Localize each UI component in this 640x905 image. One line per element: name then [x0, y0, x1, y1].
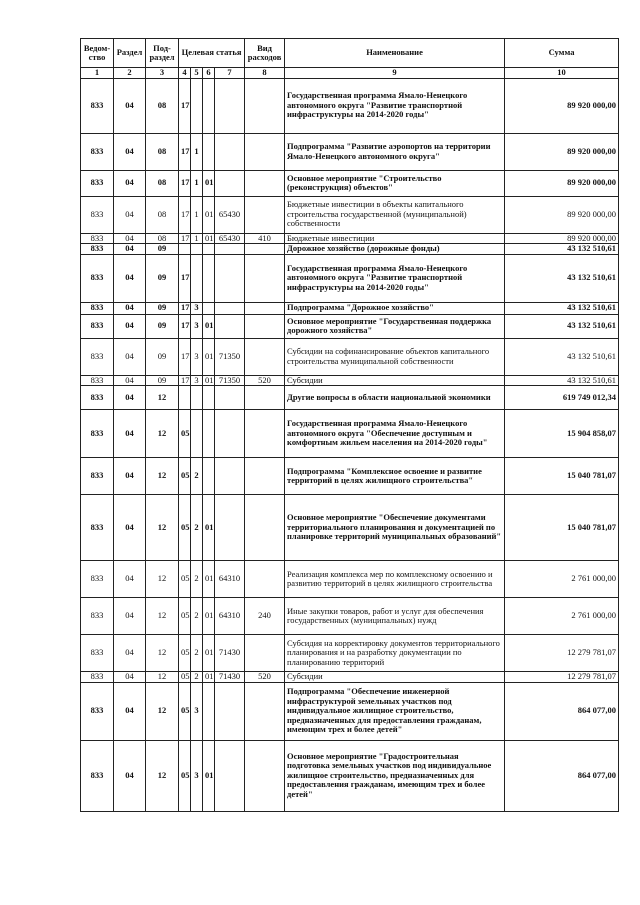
- cell-celevaya-3: [203, 410, 215, 458]
- cell-razdel: 04: [114, 133, 146, 170]
- cell-celevaya-1: 05: [179, 495, 191, 561]
- cell-celevaya-2: [191, 254, 203, 302]
- cell-razdel: 04: [114, 244, 146, 255]
- cell-razdel: 04: [114, 561, 146, 598]
- cell-podrazdel: 08: [146, 78, 179, 133]
- cell-celevaya-2: 3: [191, 314, 203, 338]
- cell-summa: 43 132 510,61: [505, 244, 619, 255]
- cell-summa: 864 077,00: [505, 740, 619, 811]
- cell-celevaya-1: 05: [179, 682, 191, 740]
- cell-celevaya-4: [215, 254, 245, 302]
- cell-naimenovanie: Субсидии: [285, 672, 505, 683]
- cell-summa: 89 920 000,00: [505, 233, 619, 244]
- cell-celevaya-1: [179, 386, 191, 410]
- cell-podrazdel: 12: [146, 682, 179, 740]
- cell-vedomstvo: 833: [81, 635, 114, 672]
- cell-naimenovanie: Подпрограмма "Обеспечение инженерной инфраструктурой земельных участков под индивидуальное жилищное строительство, предназначенных для предоставления гражданам, имеющим трех и более детей": [285, 682, 505, 740]
- header-razdel: Раздел: [114, 39, 146, 68]
- cell-razdel: 04: [114, 375, 146, 386]
- cell-podrazdel: 12: [146, 635, 179, 672]
- cell-celevaya-4: 71350: [215, 338, 245, 375]
- cell-razdel: 04: [114, 635, 146, 672]
- header-celevaya-statya: Целевая статья: [179, 39, 245, 68]
- cell-summa: 12 279 781,07: [505, 635, 619, 672]
- cell-razdel: 04: [114, 682, 146, 740]
- cell-naimenovanie: Бюджетные инвестиции: [285, 233, 505, 244]
- cell-vid-rashodov: [245, 314, 285, 338]
- cell-celevaya-4: [215, 78, 245, 133]
- cell-celevaya-2: [191, 386, 203, 410]
- cell-naimenovanie: Иные закупки товаров, работ и услуг для обеспечения государственных (муниципальных) нужд: [285, 598, 505, 635]
- cell-summa: 89 920 000,00: [505, 170, 619, 196]
- cell-celevaya-2: [191, 244, 203, 255]
- cell-celevaya-1: 17: [179, 314, 191, 338]
- table-row: [81, 302, 619, 314]
- header-podrazdel: Под- раздел: [146, 39, 179, 68]
- cell-summa: 43 132 510,61: [505, 314, 619, 338]
- cell-celevaya-1: 17: [179, 302, 191, 314]
- cell-celevaya-2: 3: [191, 740, 203, 811]
- cell-vid-rashodov: [245, 196, 285, 233]
- cell-vedomstvo: 833: [81, 386, 114, 410]
- cell-vedomstvo: 833: [81, 254, 114, 302]
- cell-podrazdel: 09: [146, 338, 179, 375]
- cell-naimenovanie: Основное мероприятие "Обеспечение документами территориального планирования и документацией по планировке территорий муниципальных образований": [285, 495, 505, 561]
- cell-naimenovanie: Подпрограмма "Комплексное освоение и развитие территорий в целях жилищного строительства": [285, 458, 505, 495]
- cell-vedomstvo: 833: [81, 375, 114, 386]
- cell-vedomstvo: 833: [81, 338, 114, 375]
- cell-celevaya-3: [203, 78, 215, 133]
- table-row: [81, 458, 619, 495]
- cell-vid-rashodov: [245, 410, 285, 458]
- cell-celevaya-1: 05: [179, 635, 191, 672]
- cell-celevaya-1: 17: [179, 78, 191, 133]
- cell-celevaya-2: 3: [191, 682, 203, 740]
- cell-podrazdel: 12: [146, 495, 179, 561]
- cell-naimenovanie: Государственная программа Ямало-Ненецкого автономного округа "Развитие транспортной инфраструктуры на 2014-2020 годы": [285, 254, 505, 302]
- cell-celevaya-4: [215, 740, 245, 811]
- cell-razdel: 04: [114, 196, 146, 233]
- cell-celevaya-4: [215, 244, 245, 255]
- cell-podrazdel: 08: [146, 196, 179, 233]
- table-row: [81, 78, 619, 133]
- col-number: 4: [179, 68, 191, 79]
- cell-celevaya-1: 17: [179, 170, 191, 196]
- cell-vedomstvo: 833: [81, 233, 114, 244]
- cell-vid-rashodov: [245, 302, 285, 314]
- cell-celevaya-3: 01: [203, 196, 215, 233]
- cell-vid-rashodov: [245, 254, 285, 302]
- table-row: [81, 386, 619, 410]
- cell-vid-rashodov: [245, 244, 285, 255]
- cell-celevaya-4: [215, 314, 245, 338]
- cell-celevaya-2: 3: [191, 338, 203, 375]
- cell-celevaya-1: 17: [179, 375, 191, 386]
- cell-celevaya-2: 2: [191, 672, 203, 683]
- cell-celevaya-1: 05: [179, 672, 191, 683]
- cell-celevaya-2: 1: [191, 196, 203, 233]
- cell-naimenovanie: Бюджетные инвестиции в объекты капитального строительства государственной (муниципальной) собственности: [285, 196, 505, 233]
- cell-vid-rashodov: [245, 635, 285, 672]
- cell-celevaya-4: [215, 133, 245, 170]
- cell-celevaya-1: 05: [179, 740, 191, 811]
- cell-summa: 15 040 781,07: [505, 495, 619, 561]
- col-number: 10: [505, 68, 619, 79]
- cell-podrazdel: 12: [146, 598, 179, 635]
- cell-celevaya-2: 1: [191, 170, 203, 196]
- cell-vedomstvo: 833: [81, 458, 114, 495]
- cell-vid-rashodov: [245, 386, 285, 410]
- cell-celevaya-2: 1: [191, 233, 203, 244]
- cell-summa: 15 904 858,07: [505, 410, 619, 458]
- cell-celevaya-2: 2: [191, 635, 203, 672]
- cell-vid-rashodov: [245, 458, 285, 495]
- cell-celevaya-1: 17: [179, 254, 191, 302]
- cell-summa: 619 749 012,34: [505, 386, 619, 410]
- cell-vid-rashodov: [245, 561, 285, 598]
- cell-celevaya-4: 71430: [215, 672, 245, 683]
- cell-podrazdel: 12: [146, 740, 179, 811]
- cell-celevaya-1: 05: [179, 598, 191, 635]
- cell-vedomstvo: 833: [81, 598, 114, 635]
- cell-razdel: 04: [114, 495, 146, 561]
- cell-summa: 43 132 510,61: [505, 338, 619, 375]
- cell-summa: 864 077,00: [505, 682, 619, 740]
- table-row: [81, 314, 619, 338]
- cell-summa: 89 920 000,00: [505, 78, 619, 133]
- cell-vid-rashodov: [245, 682, 285, 740]
- cell-celevaya-4: [215, 495, 245, 561]
- cell-celevaya-3: 01: [203, 170, 215, 196]
- cell-summa: 89 920 000,00: [505, 196, 619, 233]
- cell-celevaya-4: 65430: [215, 196, 245, 233]
- cell-podrazdel: 12: [146, 672, 179, 683]
- cell-razdel: 04: [114, 254, 146, 302]
- cell-celevaya-2: 3: [191, 302, 203, 314]
- cell-podrazdel: 12: [146, 386, 179, 410]
- cell-celevaya-4: [215, 682, 245, 740]
- cell-celevaya-3: [203, 254, 215, 302]
- cell-podrazdel: 09: [146, 375, 179, 386]
- cell-celevaya-1: 17: [179, 338, 191, 375]
- cell-celevaya-1: 17: [179, 233, 191, 244]
- cell-podrazdel: 08: [146, 170, 179, 196]
- cell-celevaya-4: [215, 410, 245, 458]
- cell-vedomstvo: 833: [81, 133, 114, 170]
- cell-celevaya-3: 01: [203, 672, 215, 683]
- cell-celevaya-3: 01: [203, 314, 215, 338]
- cell-vedomstvo: 833: [81, 196, 114, 233]
- cell-celevaya-2: 3: [191, 375, 203, 386]
- cell-naimenovanie: Субсидия на корректировку документов территориального планирования и на разработку документации по планированию территорий: [285, 635, 505, 672]
- col-number: 8: [245, 68, 285, 79]
- cell-razdel: 04: [114, 338, 146, 375]
- cell-naimenovanie: Подпрограмма "Развитие аэропортов на территории Ямало-Ненецкого автономного округа": [285, 133, 505, 170]
- cell-vid-rashodov: [245, 495, 285, 561]
- cell-celevaya-1: [179, 244, 191, 255]
- col-number: 9: [285, 68, 505, 79]
- table-row: [81, 233, 619, 244]
- table-row: [81, 495, 619, 561]
- cell-naimenovanie: Государственная программа Ямало-Ненецкого автономного округа "Обеспечение доступным и комфортным жильем населения на 2014-2020 годы": [285, 410, 505, 458]
- header-row: [81, 39, 619, 68]
- cell-summa: 2 761 000,00: [505, 561, 619, 598]
- cell-naimenovanie: Государственная программа Ямало-Ненецкого автономного округа "Развитие транспортной инфраструктуры на 2014-2020 годы": [285, 78, 505, 133]
- cell-summa: 43 132 510,61: [505, 375, 619, 386]
- cell-celevaya-4: 71350: [215, 375, 245, 386]
- cell-naimenovanie: Субсидии на софинансирование объектов капитального строительства муниципальной собственности: [285, 338, 505, 375]
- table-row: [81, 196, 619, 233]
- col-number: 6: [203, 68, 215, 79]
- cell-vid-rashodov: 410: [245, 233, 285, 244]
- cell-naimenovanie: Основное мероприятие "Строительство (реконструкция) объектов": [285, 170, 505, 196]
- cell-celevaya-3: 01: [203, 233, 215, 244]
- cell-vedomstvo: 833: [81, 314, 114, 338]
- cell-vedomstvo: 833: [81, 244, 114, 255]
- cell-razdel: 04: [114, 78, 146, 133]
- table-row: [81, 561, 619, 598]
- cell-vid-rashodov: 520: [245, 375, 285, 386]
- cell-podrazdel: 08: [146, 233, 179, 244]
- cell-summa: 43 132 510,61: [505, 254, 619, 302]
- cell-vedomstvo: 833: [81, 672, 114, 683]
- table-row: [81, 375, 619, 386]
- cell-podrazdel: 09: [146, 314, 179, 338]
- cell-naimenovanie: Основное мероприятие "Государственная поддержка дорожного хозяйства": [285, 314, 505, 338]
- cell-razdel: 04: [114, 410, 146, 458]
- col-number: 7: [215, 68, 245, 79]
- cell-vid-rashodov: 520: [245, 672, 285, 683]
- cell-vid-rashodov: [245, 170, 285, 196]
- cell-celevaya-3: [203, 386, 215, 410]
- cell-celevaya-3: 01: [203, 495, 215, 561]
- cell-celevaya-3: [203, 244, 215, 255]
- cell-celevaya-3: 01: [203, 740, 215, 811]
- cell-celevaya-3: [203, 133, 215, 170]
- table-row: [81, 254, 619, 302]
- cell-celevaya-3: 01: [203, 598, 215, 635]
- cell-summa: 89 920 000,00: [505, 133, 619, 170]
- cell-celevaya-1: 05: [179, 458, 191, 495]
- cell-celevaya-1: 17: [179, 196, 191, 233]
- cell-razdel: 04: [114, 458, 146, 495]
- cell-razdel: 04: [114, 598, 146, 635]
- cell-razdel: 04: [114, 740, 146, 811]
- cell-celevaya-4: [215, 302, 245, 314]
- cell-vedomstvo: 833: [81, 740, 114, 811]
- cell-vedomstvo: 833: [81, 495, 114, 561]
- cell-podrazdel: 09: [146, 254, 179, 302]
- cell-celevaya-4: 71430: [215, 635, 245, 672]
- cell-celevaya-3: [203, 682, 215, 740]
- cell-celevaya-2: 2: [191, 458, 203, 495]
- cell-summa: 15 040 781,07: [505, 458, 619, 495]
- cell-celevaya-1: 05: [179, 410, 191, 458]
- cell-vedomstvo: 833: [81, 170, 114, 196]
- cell-podrazdel: 12: [146, 410, 179, 458]
- cell-podrazdel: 12: [146, 458, 179, 495]
- table-row: [81, 410, 619, 458]
- cell-celevaya-1: 05: [179, 561, 191, 598]
- cell-podrazdel: 08: [146, 133, 179, 170]
- cell-naimenovanie: Реализация комплекса мер по комплексному освоению и развитию территорий в целях жилищного строительства: [285, 561, 505, 598]
- cell-celevaya-4: [215, 170, 245, 196]
- cell-celevaya-3: 01: [203, 338, 215, 375]
- cell-razdel: 04: [114, 170, 146, 196]
- table-row: [81, 672, 619, 683]
- cell-podrazdel: 12: [146, 561, 179, 598]
- cell-celevaya-3: 01: [203, 375, 215, 386]
- cell-vid-rashodov: [245, 338, 285, 375]
- cell-celevaya-4: 64310: [215, 561, 245, 598]
- cell-celevaya-2: 2: [191, 495, 203, 561]
- cell-vedomstvo: 833: [81, 410, 114, 458]
- cell-celevaya-4: [215, 386, 245, 410]
- cell-naimenovanie: Основное мероприятие "Градостроительная подготовка земельных участков под индивидуальное жилищное строительство, предназначенных для предоставления гражданам, имеющим трех и более детей": [285, 740, 505, 811]
- col-number: 5: [191, 68, 203, 79]
- cell-celevaya-4: 64310: [215, 598, 245, 635]
- cell-naimenovanie: Другие вопросы в области национальной экономики: [285, 386, 505, 410]
- cell-summa: 12 279 781,07: [505, 672, 619, 683]
- cell-naimenovanie: Подпрограмма "Дорожное хозяйство": [285, 302, 505, 314]
- cell-celevaya-4: 65430: [215, 233, 245, 244]
- cell-celevaya-3: 01: [203, 635, 215, 672]
- table-row: [81, 635, 619, 672]
- cell-celevaya-2: 2: [191, 561, 203, 598]
- cell-razdel: 04: [114, 386, 146, 410]
- table-row: [81, 598, 619, 635]
- cell-podrazdel: 09: [146, 302, 179, 314]
- header-summa: Сумма: [505, 39, 619, 68]
- header-vid-rashodov: Вид расходов: [245, 39, 285, 68]
- cell-vid-rashodov: 240: [245, 598, 285, 635]
- cell-vedomstvo: 833: [81, 302, 114, 314]
- cell-celevaya-1: 17: [179, 133, 191, 170]
- cell-celevaya-4: [215, 458, 245, 495]
- col-number: 2: [114, 68, 146, 79]
- cell-celevaya-3: 01: [203, 561, 215, 598]
- cell-celevaya-2: 1: [191, 133, 203, 170]
- cell-celevaya-3: [203, 458, 215, 495]
- cell-razdel: 04: [114, 302, 146, 314]
- table-row: [81, 740, 619, 811]
- cell-vedomstvo: 833: [81, 78, 114, 133]
- table-row: [81, 338, 619, 375]
- cell-celevaya-2: [191, 410, 203, 458]
- cell-summa: 43 132 510,61: [505, 302, 619, 314]
- cell-vedomstvo: 833: [81, 682, 114, 740]
- cell-naimenovanie: Дорожное хозяйство (дорожные фонды): [285, 244, 505, 255]
- table-row: [81, 170, 619, 196]
- cell-celevaya-2: [191, 78, 203, 133]
- cell-razdel: 04: [114, 314, 146, 338]
- cell-vid-rashodov: [245, 78, 285, 133]
- col-number: 3: [146, 68, 179, 79]
- table-row: [81, 244, 619, 255]
- cell-podrazdel: 09: [146, 244, 179, 255]
- col-number: 1: [81, 68, 114, 79]
- cell-vid-rashodov: [245, 740, 285, 811]
- cell-summa: 2 761 000,00: [505, 598, 619, 635]
- budget-table: [80, 38, 619, 812]
- header-vedomstvo: Ведом- ство: [81, 39, 114, 68]
- cell-naimenovanie: Субсидии: [285, 375, 505, 386]
- cell-razdel: 04: [114, 672, 146, 683]
- header-naimenovanie: Наименование: [285, 39, 505, 68]
- cell-vedomstvo: 833: [81, 561, 114, 598]
- column-number-row: [81, 68, 619, 79]
- table-row: [81, 133, 619, 170]
- table-row: [81, 682, 619, 740]
- cell-celevaya-2: 2: [191, 598, 203, 635]
- cell-vid-rashodov: [245, 133, 285, 170]
- cell-razdel: 04: [114, 233, 146, 244]
- cell-celevaya-3: [203, 302, 215, 314]
